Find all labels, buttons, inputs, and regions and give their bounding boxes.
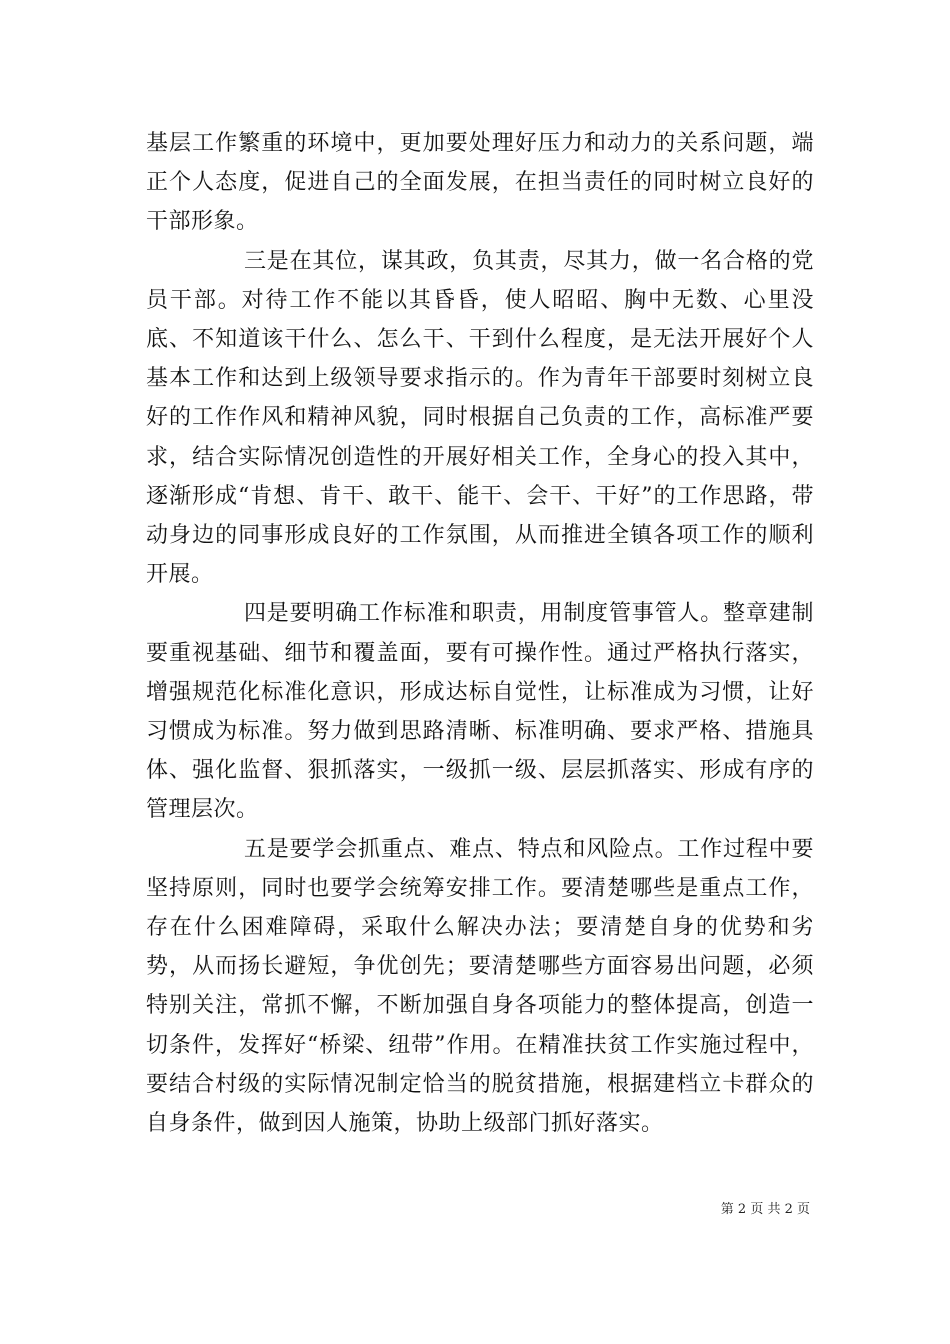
page-number-footer: 第 2 页 共 2 页 [720, 1202, 810, 1217]
paragraph-continuation: 基层工作繁重的环境中，更加要处理好压力和动力的关系问题，端正个人态度，促进自己的全面发展，在担当责任的同时树立良好的干部形象。 [146, 131, 814, 235]
paragraph-point-four: 四是要明确工作标准和职责，用制度管事管人。整章建制要重视基础、细节和覆盖面，要有可操作性。通过严格执行落实，增强规范化标准化意识，形成达标自觉性，让标准成为习惯，让好习惯成为标准。努力做到思路清晰、标准明确、要求严格、措施具体、强化监督、狠抓落实，一级抓一级、层层抓落实、形成有序的管理层次。 [146, 601, 814, 823]
paragraph-point-three: 三是在其位，谋其政，负其责，尽其力，做一名合格的党员干部。对待工作不能以其昏昏，使人昭昭、胸中无数、心里没底、不知道该干什么、怎么干、干到什么程度，是无法开展好个人基本工作和达到上级领导要求指示的。作为青年干部要时刻树立良好的工作作风和精神风貌，同时根据自己负责的工作，高标准严要求，结合实际情况创造性的开展好相关工作，全身心的投入其中，逐渐形成“肯想、肯干、敢干、能干、会干、干好”的工作思路，带动身边的同事形成良好的工作氛围，从而推进全镇各项工作的顺利开展。 [146, 248, 814, 588]
paragraph-point-five: 五是要学会抓重点、难点、特点和风险点。工作过程中要坚持原则，同时也要学会统筹安排工作。要清楚哪些是重点工作，存在什么困难障碍，采取什么解决办法；要清楚自身的优势和劣势，从而扬长避短，争优创先；要清楚哪些方面容易出问题，必须特别关注，常抓不懈，不断加强自身各项能力的整体提高，创造一切条件，发挥好“桥梁、纽带”作用。在精准扶贫工作实施过程中，要结合村级的实际情况制定恰当的脱贫措施，根据建档立卡群众的自身条件，做到因人施策，协助上级部门抓好落实。 [146, 836, 814, 1137]
document-body [146, 124, 814, 1143]
